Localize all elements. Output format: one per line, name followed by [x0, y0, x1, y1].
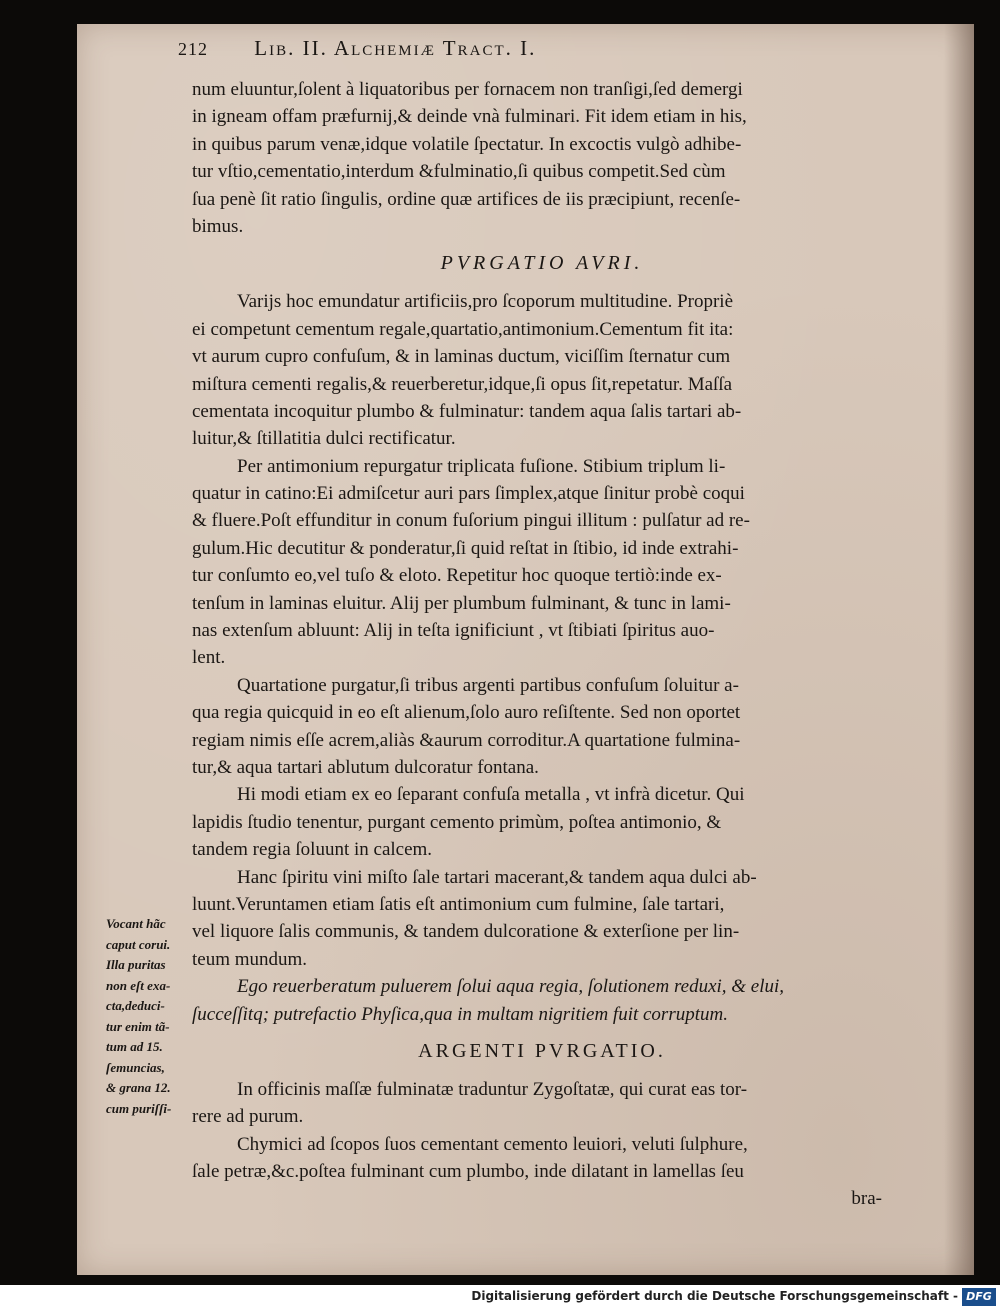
margin-note-line: Vocant hãc	[106, 916, 166, 931]
text-line: bra-	[851, 1188, 882, 1210]
text-line: Per antimonium repurgatur triplicata fuſione. Stibium triplum li-	[237, 455, 726, 477]
body-text	[192, 76, 892, 1213]
text-line: ſale petræ,&c.poſtea fulminant cum plumbo, inde dilatant in lamellas ſeu	[192, 1161, 744, 1183]
text-line: num eluuntur,ſolent à liquatoribus per fornacem non tranſigi,ſed demergi	[192, 79, 743, 100]
margin-note-line: Illa puritas	[106, 957, 166, 972]
text-line: tur,& aqua tartari ablutum dulcoratur fontana.	[192, 756, 539, 778]
dfg-logo: DFG	[962, 1288, 996, 1306]
text-line: bimus.	[192, 215, 244, 237]
text-line: teum mundum.	[192, 948, 308, 970]
gutter-shadow	[944, 24, 974, 1275]
text-line: tur conſumto eo,vel tuſo & eloto. Repetitur hoc quoque tertiò:inde ex-	[192, 565, 722, 587]
text-line: regiam nimis eſſe acrem,aliàs &aurum corroditur.A quartatione fulmina-	[192, 729, 741, 751]
text-line: ſucceſſitq; putrefactio Phyſica,qua in multam nigritiem fuit corruptum.	[192, 1003, 728, 1025]
text-line: rere ad purum.	[192, 1106, 304, 1128]
text-line: Chymici ad ſcopos ſuos cementant cemento leuiori, veluti ſulphure,	[237, 1133, 748, 1155]
page-number: 212	[178, 39, 208, 59]
text-line: Hi modi etiam ex eo ſeparant confuſa metalla , vt infrà dicetur. Qui	[237, 784, 745, 806]
margin-note-line: & grana 12.	[106, 1080, 171, 1095]
margin-note	[106, 914, 196, 1119]
text-line: quatur in catino:Ei admiſcetur auri pars ſimplex,atque ſinitur probè coqui	[192, 483, 745, 505]
text-line: luunt.Veruntamen etiam ſatis eſt antimonium cum fulmine, ſale tartari,	[192, 893, 725, 915]
text-line: nas extenſum abluunt: Alij in teſta ignificiunt , vt ſtibiati ſpiritus auo-	[192, 620, 715, 642]
text-line: cementata incoquitur plumbo & fulminatur: tandem aqua ſalis tartari ab-	[192, 400, 742, 422]
section-heading: ARGENTI PVRGATIO.	[418, 1039, 666, 1062]
text-line: qua regia quicquid in eo eſt alienum,ſolo auro reſiſtente. Sed non oportet	[192, 702, 741, 724]
text-line: tur vſtio,cementatio,interdum &fulminatio,ſi quibus competit.Sed cùm	[192, 161, 726, 183]
text-line: In officinis maſſæ fulminatæ traduntur Zygoſtatæ, qui curat eas tor-	[237, 1078, 748, 1100]
text-line: luitur,& ſtillatitia dulci rectificatur.	[192, 428, 456, 450]
text-line: lapidis ſtudio tenentur, purgant cemento primùm, poſtea antimonio, &	[192, 811, 722, 833]
margin-note-line: non eſt exa-	[106, 977, 171, 993]
text-line: ei competunt cementum regale,quartatio,antimonium.Cementum fit ita:	[192, 318, 734, 340]
text-line: miſtura cementi regalis,& reuerberetur,idque,ſi opus ſit,repetatur. Maſſa	[192, 373, 733, 395]
margin-note-line: cum puriſſi-	[106, 1100, 172, 1116]
running-head	[178, 36, 818, 61]
margin-note-line: cta,deduci-	[106, 998, 165, 1013]
text-line: lent.	[192, 647, 226, 669]
text-line: gulum.Hic decutitur & ponderatur,ſi quid reſtat in ſtibio, id inde extrahi-	[192, 537, 739, 559]
footer-bar	[0, 1285, 1000, 1310]
margin-note-line: tur enim tã-	[106, 1018, 170, 1034]
text-line: ſua penè ſit ratio ſingulis, ordine quæ artifices de iis præcipiunt, recenſe-	[192, 188, 741, 210]
text-line: vel liquore ſalis communis, & tandem dulcoratione & exterſione per lin-	[192, 921, 740, 943]
margin-note-line: ſemuncias,	[106, 1059, 165, 1075]
section-heading: PVRGATIO AVRI.	[440, 252, 644, 275]
text-line: in quibus parum venæ,idque volatile ſpectatur. In excoctis vulgò adhibe-	[192, 133, 742, 155]
margin-note-line: caput corui.	[106, 936, 171, 952]
text-line: tenſum in laminas eluitur. Alij per plumbum fulminant, & tunc in lami-	[192, 592, 731, 614]
text-line: Varijs hoc emundatur artificiis,pro ſcoporum multitudine. Propriè	[237, 291, 734, 313]
running-head-title: Lib. II. Alchemiæ Tract. I.	[254, 36, 537, 60]
text-line: vt aurum cupro confuſum, & in laminas ductum, viciſſim ſternatur cum	[192, 346, 731, 368]
text-line: tandem regia ſoluunt in calcem.	[192, 839, 433, 861]
margin-note-line: tum ad 15.	[106, 1039, 163, 1054]
text-line: Ego reuerberatum puluerem ſolui aqua regia, ſolutionem reduxi, & elui,	[237, 976, 785, 998]
text-line: & fluere.Poſt effunditur in conum fuſorium pingui illitum : pulſatur ad re-	[192, 510, 750, 532]
footer-credit: Digitalisierung gefördert durch die Deutsche Forschungsgemeinschaft -	[471, 1289, 958, 1303]
text-line: in igneam offam præfurnij,& deinde vnà fulminari. Fit idem etiam in his,	[192, 106, 747, 128]
text-line: Hanc ſpiritu vini miſto ſale tartari macerant,& tandem aqua dulci ab-	[237, 866, 757, 888]
text-line: Quartatione purgatur,ſi tribus argenti partibus confuſum ſoluitur a-	[237, 674, 739, 696]
